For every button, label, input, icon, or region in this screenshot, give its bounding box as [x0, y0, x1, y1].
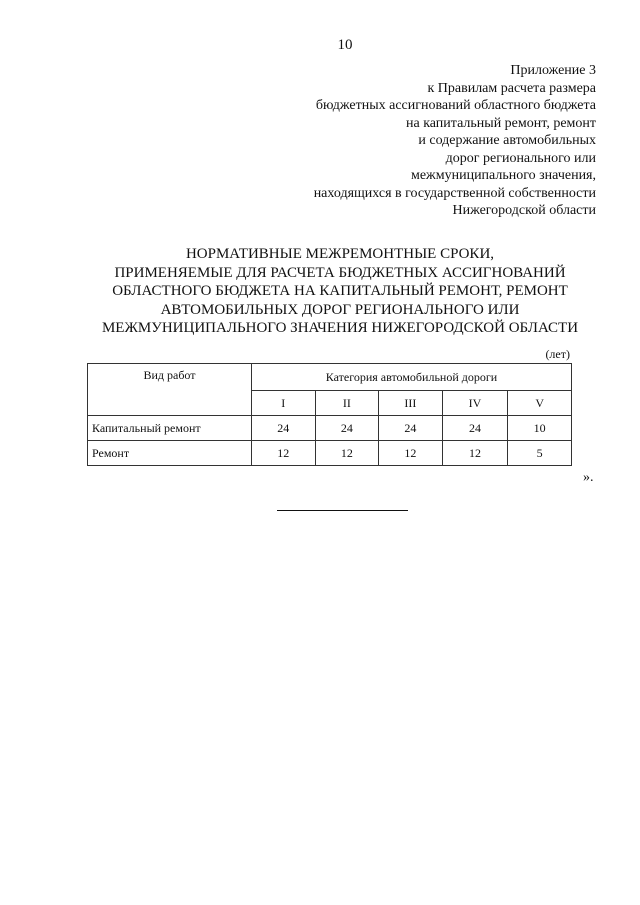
appendix-line: Нижегородской области: [452, 203, 596, 218]
category-cell: III: [379, 391, 443, 416]
appendix-line: находящихся в государственной собственности: [313, 185, 596, 201]
header-work-type: Вид работ: [88, 364, 252, 416]
appendix-reference: [236, 62, 596, 220]
work-type-cell: Капитальный ремонт: [88, 416, 252, 441]
value-cell: 12: [252, 441, 316, 466]
value-cell: 24: [315, 416, 379, 441]
value-cell: 12: [442, 441, 508, 466]
document-title: [60, 245, 620, 338]
appendix-line: и содержание автомобильных: [418, 133, 596, 148]
closing-quote-mark: ».: [583, 470, 594, 485]
appendix-line: дорог регионального или: [445, 150, 596, 166]
value-cell: 5: [508, 441, 572, 466]
units-label: (лет): [545, 347, 570, 361]
value-cell: 12: [379, 441, 443, 466]
separator-line: [277, 510, 408, 511]
value-cell: 24: [379, 416, 443, 441]
appendix-line: к Правилам расчета размера: [427, 80, 596, 96]
title-line: НОРМАТИВНЫЕ МЕЖРЕМОНТНЫЕ СРОКИ,: [185, 246, 495, 262]
work-type-cell: Ремонт: [88, 441, 252, 466]
title-line: МЕЖМУНИЦИПАЛЬНОГО ЗНАЧЕНИЯ НИЖЕГОРОДСКОЙ ОБЛАСТИ: [101, 320, 579, 336]
page-number: 10: [337, 37, 353, 53]
category-cell: II: [315, 391, 379, 416]
appendix-line: межмуниципального значения,: [410, 168, 596, 183]
value-cell: 24: [442, 416, 508, 441]
repair-intervals-table: [87, 363, 572, 466]
category-cell: I: [252, 391, 316, 416]
appendix-line: бюджетных ассигнований областного бюджета: [315, 98, 596, 113]
table-row: [88, 441, 572, 466]
value-cell: 10: [508, 416, 572, 441]
value-cell: 12: [315, 441, 379, 466]
header-road-category: Категория автомобильной дороги: [252, 364, 572, 391]
title-line: АВТОМОБИЛЬНЫХ ДОРОГ РЕГИОНАЛЬНОГО ИЛИ: [160, 301, 520, 318]
title-line: ОБЛАСТНОГО БЮДЖЕТА НА КАПИТАЛЬНЫЙ РЕМОНТ, РЕМОНТ: [112, 283, 568, 299]
table-header-row: [88, 364, 572, 391]
category-cell: IV: [442, 391, 508, 416]
title-line: ПРИМЕНЯЕМЫЕ ДЛЯ РАСЧЕТА БЮДЖЕТНЫХ АССИГНОВАНИЙ: [114, 264, 566, 281]
appendix-line: на капитальный ремонт, ремонт: [405, 115, 596, 131]
category-cell: V: [508, 391, 572, 416]
value-cell: 24: [252, 416, 316, 441]
table-row: [88, 416, 572, 441]
appendix-line: Приложение 3: [510, 63, 596, 78]
